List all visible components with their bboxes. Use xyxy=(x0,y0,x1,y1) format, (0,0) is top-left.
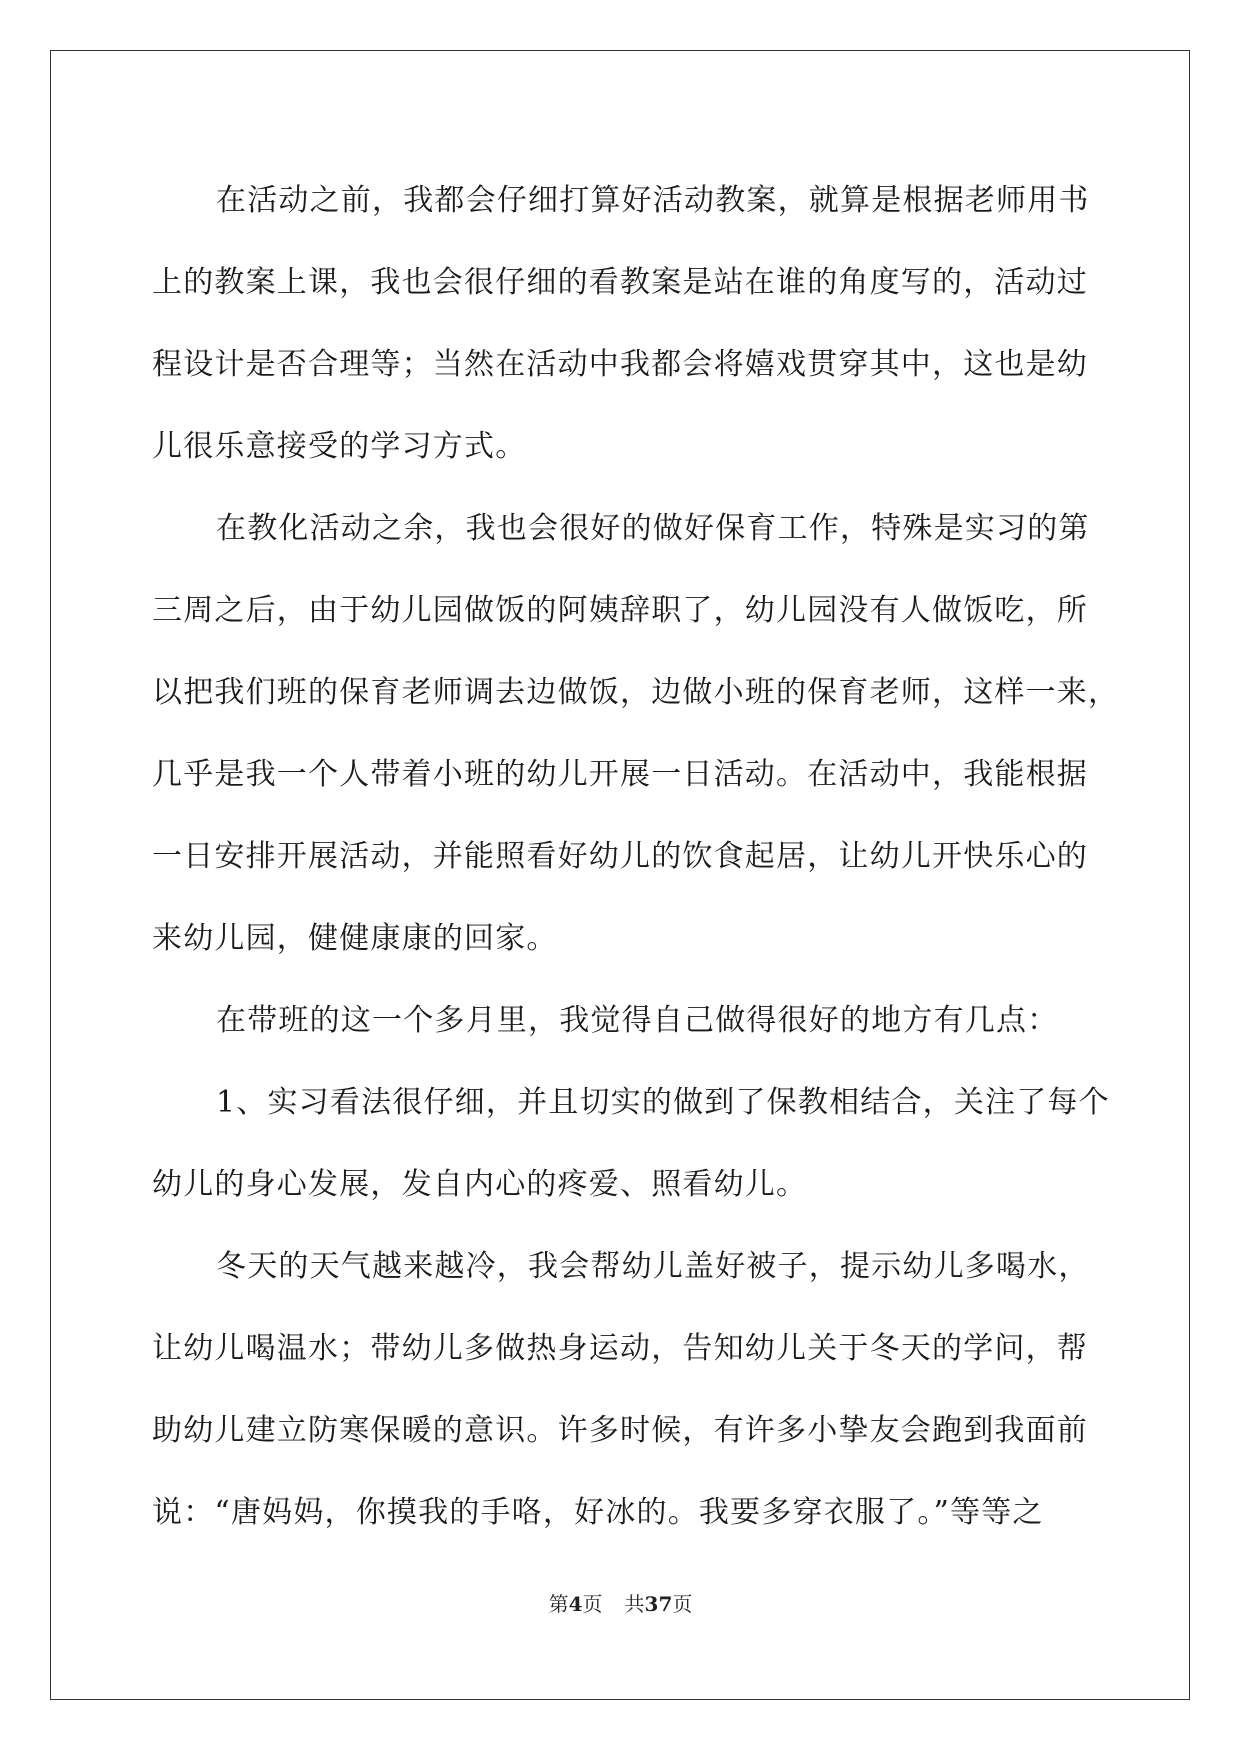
text-line: 让幼儿喝温水；带幼儿多做热身运动，告知幼儿关于冬天的学问，帮 xyxy=(152,1331,1088,1366)
total-prefix: 共 xyxy=(624,1592,645,1616)
text-line: 冬天的天气越来越冷，我会帮幼儿盖好被子，提示幼儿多喝水， xyxy=(216,1249,1090,1284)
paragraph-1 xyxy=(152,160,1104,488)
text-line: 在活动之前，我都会仔细打算好活动教案，就算是根据老师用书 xyxy=(216,183,1090,218)
text-line: 程设计是否合理等；当然在活动中我都会将嬉戏贯穿其中，这也是幼 xyxy=(152,347,1088,382)
text-line: 1、实习看法很仔细，并且切实的做到了保教相结合，关注了每个 xyxy=(216,1085,1110,1120)
text-line: 助幼儿建立防寒保暖的意识。许多时候，有许多小挚友会跑到我面前 xyxy=(152,1413,1088,1448)
text-line: 儿很乐意接受的学习方式。 xyxy=(152,429,527,464)
text-line: 说：“唐妈妈，你摸我的手咯，好冰的。我要多穿衣服了。”等等之 xyxy=(152,1495,1044,1530)
page-suffix: 页 xyxy=(582,1592,603,1616)
text-line: 在教化活动之余，我也会很好的做好保育工作，特殊是实习的第 xyxy=(216,511,1090,546)
text-line: 三周之后，由于幼儿园做饭的阿姨辞职了，幼儿园没有人做饭吃，所 xyxy=(152,593,1088,628)
total-pages: 37 xyxy=(644,1592,673,1616)
text-line: 在带班的这一个多月里，我觉得自己做得很好的地方有几点： xyxy=(216,1003,1059,1038)
text-line: 以把我们班的保育老师调去边做饭，边做小班的保育老师，这样一来， xyxy=(152,675,1120,710)
document-body xyxy=(152,160,1120,1554)
text-line: 一日安排开展活动，并能照看好幼儿的饮食起居，让幼儿开快乐心的 xyxy=(152,839,1088,874)
text-line: 几乎是我一个人带着小班的幼儿开展一日活动。在活动中，我能根据 xyxy=(152,757,1088,792)
page-footer xyxy=(0,1588,1241,1617)
paragraph-4 xyxy=(152,1062,1110,1226)
text-line: 来幼儿园，健健康康的回家。 xyxy=(152,921,558,956)
paragraph-5 xyxy=(152,1226,1104,1554)
total-suffix: 页 xyxy=(672,1592,693,1616)
page-number: 4 xyxy=(568,1592,583,1616)
paragraph-3 xyxy=(152,980,1104,1062)
text-line: 上的教案上课，我也会很仔细的看教案是站在谁的角度写的，活动过 xyxy=(152,265,1088,300)
text-line: 幼儿的身心发展，发自内心的疼爱、照看幼儿。 xyxy=(152,1167,808,1202)
page-prefix: 第 xyxy=(548,1592,569,1616)
paragraph-2 xyxy=(152,488,1120,980)
